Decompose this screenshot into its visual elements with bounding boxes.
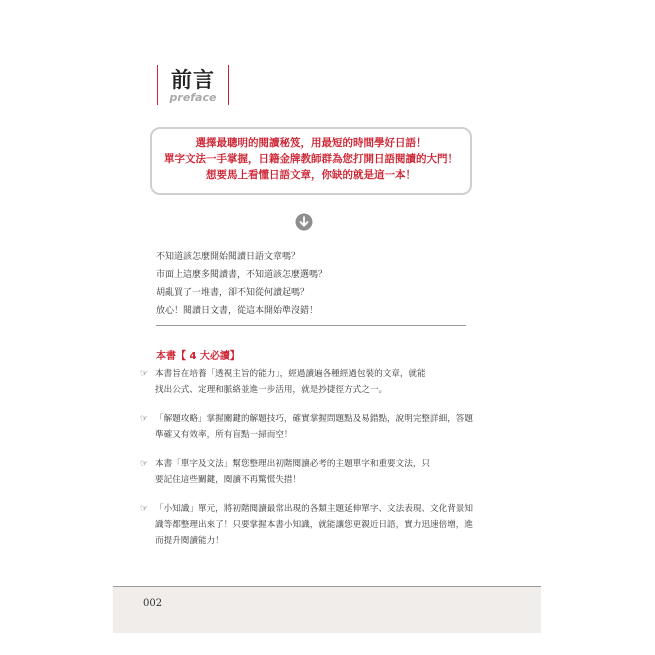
- key-point-2-line-1: 「解題攻略」掌握關鍵的解題技巧，確實掌握問題點及易錯點，說明完整詳細，答題: [155, 414, 473, 424]
- section-divider: [156, 325, 466, 326]
- callout-box: [150, 127, 472, 195]
- title-block: [157, 65, 229, 105]
- key-point-2: [140, 411, 473, 443]
- page-number: 002: [143, 598, 163, 609]
- callout-line-3: 想要馬上看懂日語文章，你缺的就是這一本！: [206, 169, 416, 181]
- key-point-4: [140, 501, 473, 549]
- key-point-4-line-1: 「小知識」單元，將初階閱讀最常出現的各類主題延伸單字、文法表現、文化背景知: [155, 504, 473, 514]
- pointing-hand-icon: ☞: [140, 459, 149, 469]
- intro-line-4: 放心！閱讀日文書，從這本開始準沒錯！: [156, 306, 319, 316]
- pointing-hand-icon: ☞: [140, 504, 149, 514]
- page-subtitle: preface: [169, 91, 217, 104]
- down-arrow-circle-icon: [295, 213, 313, 231]
- pointing-hand-icon: ☞: [140, 414, 149, 424]
- key-point-1: [140, 366, 470, 398]
- footer-band: [113, 586, 541, 633]
- key-point-4-line-3: 而提升閱讀能力！: [155, 536, 224, 546]
- intro-line-1: 不知道該怎麼開始閱讀日語文章嗎？: [156, 252, 301, 262]
- intro-line-3: 胡亂買了一堆書，卻不知從何讀起嗎？: [156, 288, 310, 298]
- key-point-3-line-1: 本書「單字及文法」幫您整理出初階閱讀必考的主題單字和重要文法，只: [155, 459, 431, 469]
- section-heading: 本書【 4 大必讀】: [156, 351, 240, 362]
- key-point-3: [140, 456, 470, 488]
- key-point-4-line-2: 識等都整理出來了！只要掌握本書小知識，就能讓您更親近日語，實力迅速倍增，進: [155, 520, 473, 530]
- key-points-list: [140, 366, 473, 562]
- key-point-1-line-2: 找出公式、定理和脈絡並進一步活用，就是抄捷徑方式之一。: [155, 385, 388, 395]
- callout-line-2: 單字文法一手掌握，日籍金牌教師群為您打開日語閱讀的大門！: [164, 153, 458, 165]
- callout-line-1: 選擇最聰明的閱讀秘笈，用最短的時間學好日語！: [195, 137, 427, 149]
- intro-line-2: 市面上這麼多閱讀書，不知道該怎麼選嗎？: [156, 270, 328, 280]
- key-point-3-line-2: 要記住這些關鍵，閱讀不再驚慌失措！: [155, 475, 302, 485]
- pointing-hand-icon: ☞: [140, 369, 149, 379]
- key-point-2-line-2: 準確又有效率，所有盲點一掃而空！: [155, 430, 293, 440]
- page-title: 前言: [171, 68, 215, 92]
- key-point-1-line-1: 本書旨在培養「透視主旨的能力」，經過讀遍各種經過包裝的文章，就能: [155, 369, 426, 379]
- intro-text: [156, 248, 327, 320]
